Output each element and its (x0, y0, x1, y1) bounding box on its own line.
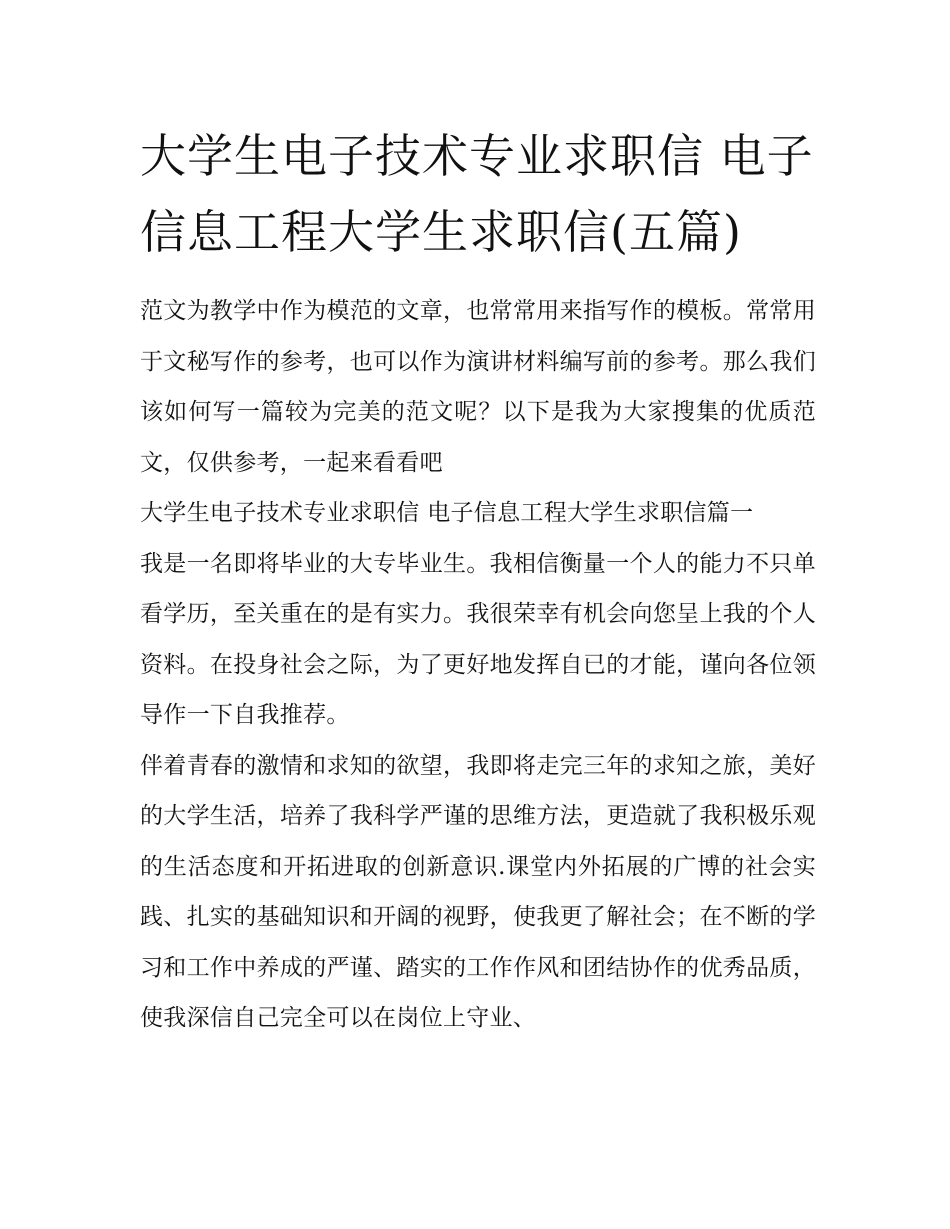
document-page (140, 118, 816, 1044)
intro-paragraph: 范文为教学中作为模范的文章，也常常用来指写作的模板。常常用于文秘写作的参考，也可以作为演讲材料编写前的参考。那么我们该如何写一篇较为完美的范文呢？以下是我为大家搜集的优质范文，仅供参考，一起来看看吧 (140, 298, 816, 476)
section-heading: 大学生电子技术专业求职信 电子信息工程大学生求职信篇一 (140, 500, 754, 526)
document-body (140, 286, 816, 1044)
document-title: 大学生电子技术专业求职信 电子信息工程大学生求职信(五篇) (140, 129, 814, 259)
body-paragraph-2: 伴着青春的激情和求知的欲望，我即将走完三年的求知之旅，美好的大学生活，培养了我科学严谨的思维方法，更造就了我积极乐观的生活态度和开拓进取的创新意识.课堂内外拓展的广博的社会实践、扎实的基础知识和开阔的视野，使我更了解社会；在不断的学习和工作中养成的严谨、踏实的工作作风和团结协作的优秀品质，使我深信自己完全可以在岗位上守业、 (140, 752, 816, 1031)
body-paragraph-1: 我是一名即将毕业的大专毕业生。我相信衡量一个人的能力不只单看学历，至关重在的是有实力。我很荣幸有机会向您呈上我的个人资料。在投身社会之际，为了更好地发挥自已的才能，谨向各位领导作一下自我推荐。 (140, 550, 816, 728)
